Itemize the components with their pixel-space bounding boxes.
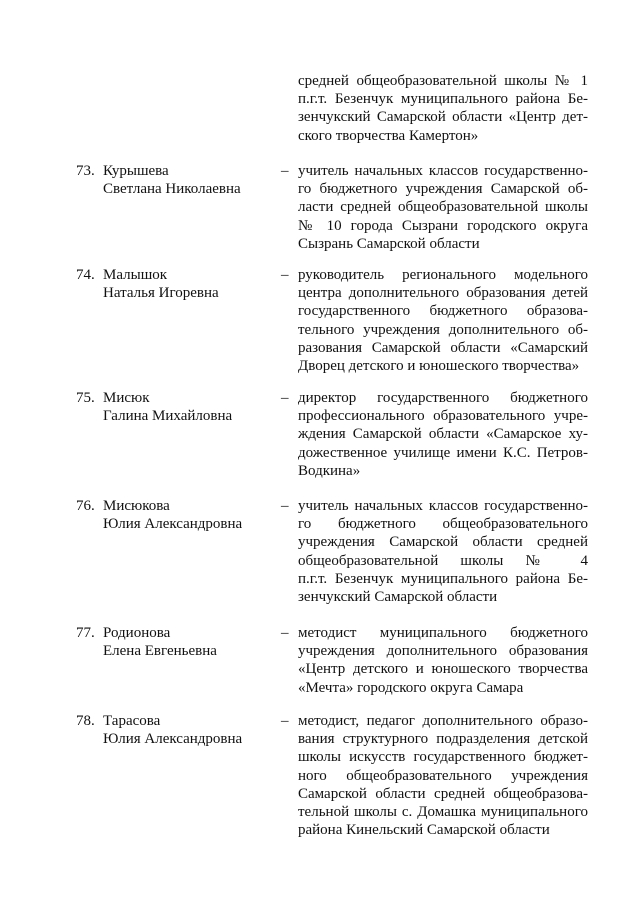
entry-given-names: Юлия Александровна <box>103 516 243 532</box>
entry-dash: – <box>281 267 289 283</box>
description-line: ного общеобразовательного учреждения <box>298 767 588 784</box>
entry-description <box>298 497 588 606</box>
description-line: тельной школы с. Домашка муниципального <box>298 804 588 821</box>
entry-description <box>298 712 588 839</box>
entry-description <box>298 266 588 375</box>
entry-surname: Мисюкова <box>103 498 170 514</box>
description-line: вания структурного подразделения детской <box>298 731 588 748</box>
description-line: школы искусств государственного бюджет- <box>298 749 588 766</box>
description-line: «Мечта» городского округа Самара <box>298 679 524 696</box>
description-line: Самарской области средней общеобразова- <box>298 785 588 802</box>
entry-given-names: Галина Михайловна <box>103 408 233 424</box>
entry-dash: – <box>281 625 289 641</box>
description-line: п.г.т. Безенчук муниципального района Бе- <box>298 91 588 108</box>
description-line: Водкина» <box>298 462 361 479</box>
entry-number: 74. <box>76 267 95 283</box>
entry-number: 76. <box>76 498 95 514</box>
entry-surname: Курышева <box>103 163 169 179</box>
entry-number: 73. <box>76 163 95 179</box>
entry-surname: Малышок <box>103 267 168 283</box>
description-line: разования Самарской области «Самарский <box>298 339 588 356</box>
entry-dash: – <box>281 713 289 729</box>
entry-surname: Тарасова <box>103 713 161 729</box>
description-line: учреждения Самарской области средней <box>298 534 588 551</box>
description-line: ского творчества Камертон» <box>298 127 479 144</box>
description-line: го бюджетного общеобразовательного <box>298 516 588 533</box>
entry-surname: Мисюк <box>103 390 150 406</box>
entry-given-names: Елена Евгеньевна <box>103 643 217 659</box>
description-line: ласти средней общеобразовательной школы <box>298 199 588 216</box>
entry-dash: – <box>281 163 289 179</box>
entry-description <box>298 624 588 697</box>
description-line: директор государственного бюджетного <box>298 390 588 406</box>
entry-dash: – <box>281 390 289 406</box>
entry-dash: – <box>281 498 289 514</box>
entry-description <box>298 162 588 253</box>
entry-given-names: Наталья Игоревна <box>103 285 219 301</box>
description-line: тельного учреждения дополнительного об- <box>298 321 588 338</box>
description-line: учитель начальных классов государственно- <box>298 163 588 179</box>
description-line: руководитель регионального модельного <box>298 267 588 283</box>
description-line: дожественное училище имени К.С. Петров- <box>298 444 588 461</box>
description-line: общеобразовательной школы № 4 <box>298 552 588 569</box>
description-line: го бюджетного учреждения Самарской об- <box>298 181 588 198</box>
description-line: зенчукский Самарской области <box>298 589 498 606</box>
entry-given-names: Юлия Александровна <box>103 731 243 747</box>
description-line: Сызрань Самарской области <box>298 235 480 252</box>
description-line: района Кинельский Самарской области <box>298 822 550 839</box>
entry-number: 75. <box>76 390 95 406</box>
continuation-block <box>298 72 588 145</box>
entry-given-names: Светлана Николаевна <box>103 181 241 197</box>
description-line: методист муниципального бюджетного <box>298 625 588 641</box>
description-line: средней общеобразовательной школы № 1 <box>298 73 588 89</box>
description-line: учитель начальных классов государственно- <box>298 498 588 514</box>
description-line: зенчукский Самарской области «Центр дет- <box>298 109 588 126</box>
description-line: «Центр детского и юношеского творчества <box>298 661 588 678</box>
entry-description <box>298 389 588 480</box>
description-line: Дворец детского и юношеского творчества» <box>298 358 580 375</box>
entry-number: 77. <box>76 625 95 641</box>
description-line: государственного бюджетного образова- <box>298 303 588 320</box>
description-line: учреждения дополнительного образования <box>298 643 588 660</box>
entry-surname: Родионова <box>103 625 171 641</box>
description-line: п.г.т. Безенчук муниципального района Бе- <box>298 570 588 587</box>
description-line: ждения Самарской области «Самарское ху- <box>298 426 588 443</box>
description-line: центра дополнительного образования детей <box>298 285 588 302</box>
description-line: № 10 города Сызрани городского округа <box>298 217 588 234</box>
description-line: профессионального образовательного учре- <box>298 408 588 425</box>
entry-number: 78. <box>76 713 95 729</box>
description-line: методист, педагог дополнительного образо- <box>298 713 588 729</box>
